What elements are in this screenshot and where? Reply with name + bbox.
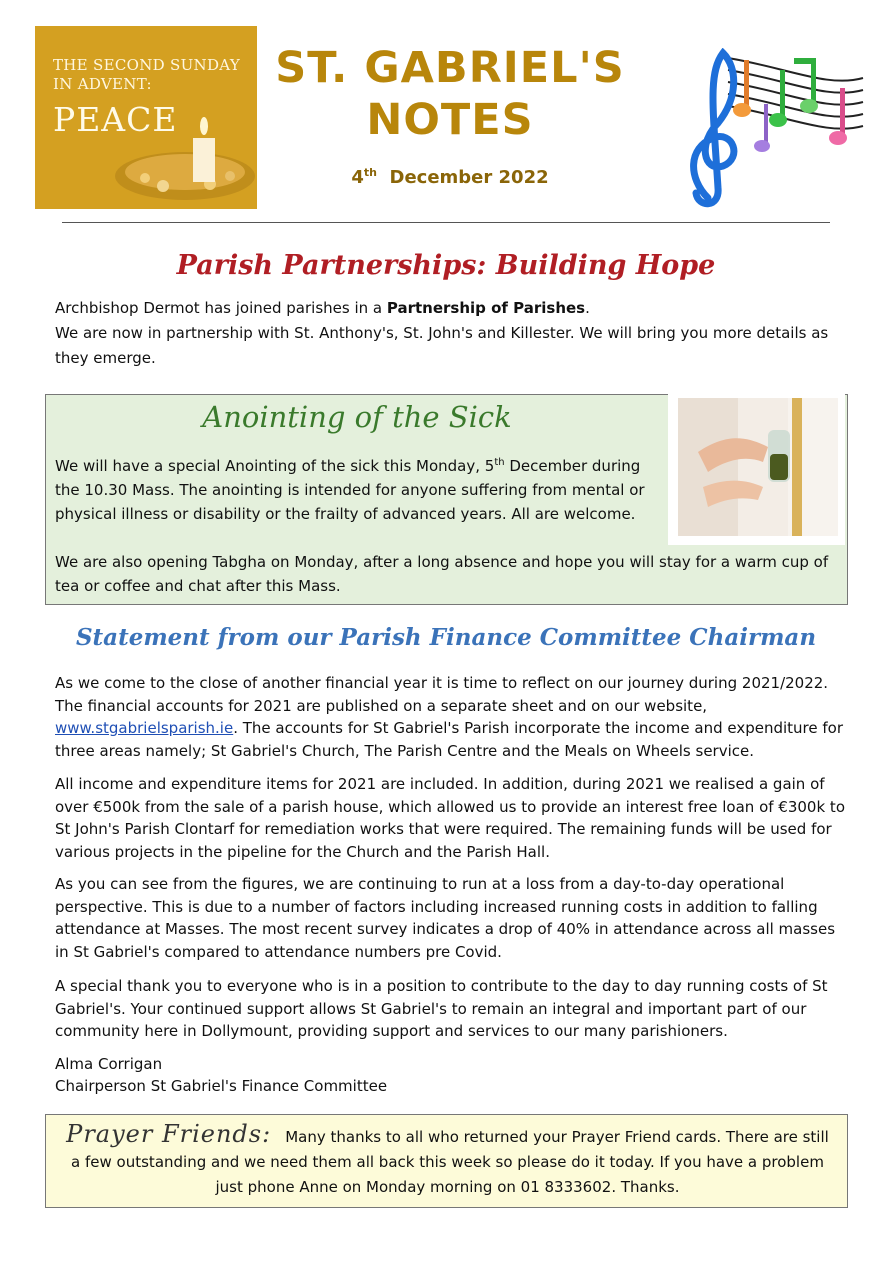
statement-paragraph-2: All income and expenditure items for 2021 are included. In addition, during 2021 we realised a gain of over €500k from the sale of a parish house, which allowed us to provide an interest free loan of €300k to St John's Parish Clontarf for remediation works that were required. The remaining funds will be used for various projects in the pipeline for the Church and the Parish Hall. [55, 775, 845, 861]
date-suffix: th [363, 166, 377, 179]
anointing-paragraph-1 [55, 451, 660, 526]
statement-signature [55, 1053, 555, 1097]
newsletter-title [270, 42, 630, 146]
partnerships-line-1 [55, 296, 845, 321]
website-link[interactable]: www.stgabrielsparish.ie [55, 719, 234, 737]
anointing-heading: Anointing of the Sick [202, 400, 512, 434]
statement-paragraph-1 [55, 672, 845, 762]
advent-caption [53, 56, 240, 94]
statement-heading: Statement from our Parish Finance Committee Chairman [75, 624, 817, 651]
anointing-photo [668, 392, 845, 545]
prayer-friends-heading: Prayer Friends: [66, 1120, 272, 1148]
prayer-friends-body: Many thanks to all who returned your Prayer Friend cards. There are still a few outstanding and we need them all back this week so please do it today. If you have a problem just phone Anne on Monday morning on 01 8333602. Thanks. [71, 1128, 829, 1196]
issue-date [270, 166, 630, 188]
anointing-paragraph-2: We are also opening Tabgha on Monday, after a long absence and hope you will stay for a warm cup of tea or coffee and chat after this Mass. [55, 553, 829, 595]
anointing-text-1: We will have a special Anointing of the sick this Monday, 5 [55, 457, 495, 475]
partnerships-heading: Parish Partnerships: Building Hope [176, 250, 716, 281]
title-line-1: ST. GABRIEL'S [275, 43, 625, 93]
music-notes-icon [668, 48, 868, 208]
prayer-friends-text [60, 1122, 835, 1200]
advent-line-2: IN ADVENT: [53, 75, 152, 93]
anointing-hands-photo [668, 392, 845, 545]
statement-paragraph-4: A special thank you to everyone who is in a position to contribute to the day to day running costs of St Gabriel's. Your continued support allows St Gabriel's to remain an integral and important part of our community here in Dollymount, providing support and services to our many parishioners. [55, 977, 828, 1040]
statement-paragraph-3: As you can see from the figures, we are continuing to run at a loss from a day-to-day operational perspective. This is due to a number of factors including increased running costs in addition to falling attendance at Masses. The most recent survey indicates a drop of 40% in attendance across all masses in St Gabriel's compared to attendance numbers pre Covid. [55, 875, 836, 961]
signatory-name: Alma Corrigan [55, 1055, 163, 1073]
statement-p1-text: As we come to the close of another financial year it is time to reflect on our journey during 2021/2022. The financial accounts for 2021 are published on a separate sheet and on our website, [55, 674, 829, 715]
title-line-2: NOTES [366, 95, 534, 145]
partnerships-line-2: We are now in partnership with St. Anthony's, St. John's and Killester. We will bring you more details as they emerge. [55, 324, 829, 367]
signatory-title: Chairperson St Gabriel's Finance Committee [55, 1077, 388, 1095]
header-divider [62, 222, 830, 223]
anointing-text-2: December during the 10.30 Mass. The anointing is intended for anyone suffering from mental or physical illness or disability or the frailty of advanced years. All are welcome. [55, 457, 645, 523]
partnerships-line-1-end: . [585, 299, 590, 317]
date-month-year: December 2022 [389, 167, 549, 188]
date-day: 4 [351, 167, 364, 188]
partnership-of-parishes: Partnership of Parishes [386, 299, 586, 317]
anointing-date-suffix: th [494, 457, 505, 468]
partnerships-line-1-text: Archbishop Dermot has joined parishes in a [55, 299, 387, 317]
advent-word-peace: PEACE [53, 100, 178, 139]
statement-p1-text-end: . The accounts for St Gabriel's Parish incorporate the income and expenditure for three areas namely; St Gabriel's Church, The Parish Centre and the Meals on Wheels service. [55, 719, 844, 760]
advent-line-1: THE SECOND SUNDAY [53, 56, 241, 74]
advent-peace-image [35, 26, 257, 209]
partnerships-body [55, 296, 845, 371]
